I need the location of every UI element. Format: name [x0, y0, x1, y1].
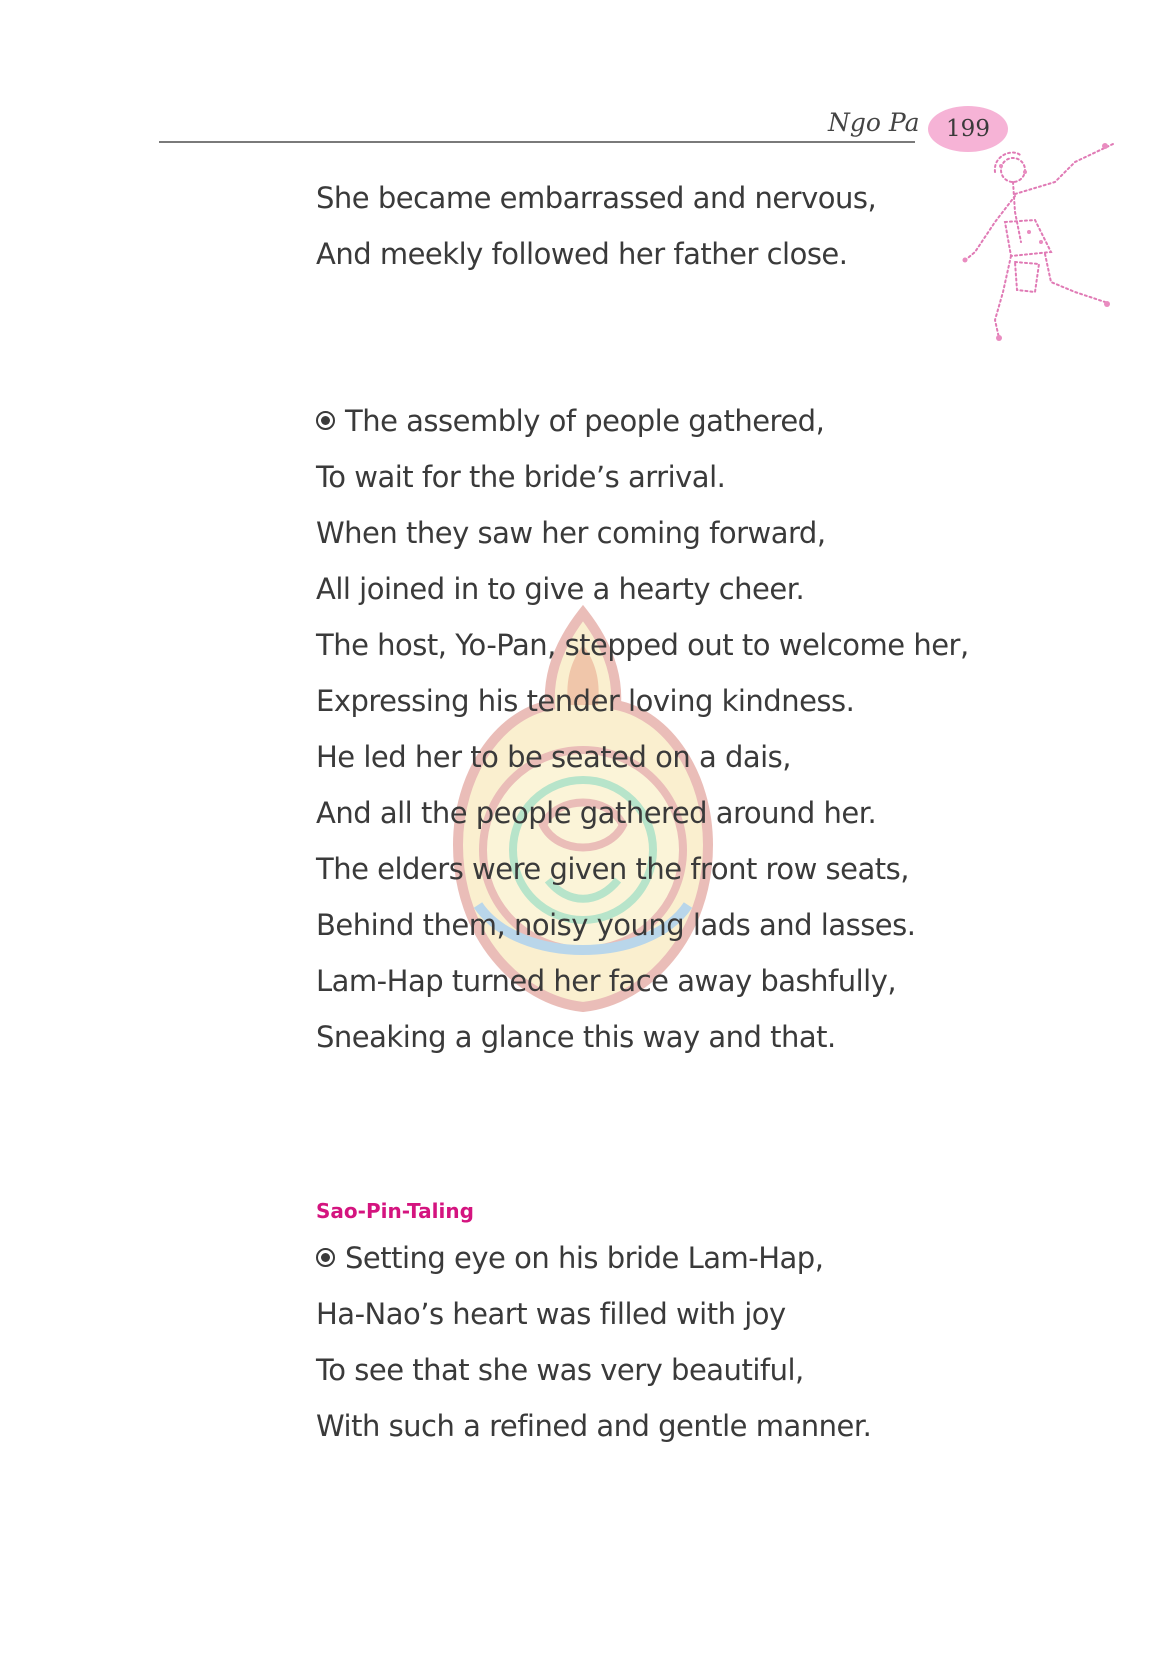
running-title: Ngo Pa — [828, 108, 920, 137]
verse-line: The elders were given the front row seats, — [316, 852, 909, 886]
verse-line: Lam-Hap turned her face away bashfully, — [316, 964, 897, 998]
section-heading: Sao-Pin-Taling — [316, 1199, 474, 1223]
header-rule — [159, 141, 915, 143]
verse-line: Expressing his tender loving kindness. — [316, 684, 855, 718]
verse-line: She became embarrassed and nervous, — [316, 181, 877, 215]
verse-line: With such a refined and gentle manner. — [316, 1409, 872, 1443]
verse-line: He led her to be seated on a dais, — [316, 740, 792, 774]
verse-line: And all the people gathered around her. — [316, 796, 877, 830]
verse-line: Ha-Nao’s heart was filled with joy — [316, 1297, 786, 1331]
verse-line: Sneaking a glance this way and that. — [316, 1020, 836, 1054]
verse-line — [316, 404, 825, 438]
bullet-circle-icon — [316, 411, 335, 430]
verse-line: To wait for the bride’s arrival. — [316, 460, 726, 494]
page-number: 199 — [946, 116, 990, 142]
verse-line: All joined in to give a hearty cheer. — [316, 572, 805, 606]
verse-line-text: Setting eye on his bride Lam-Hap, — [345, 1241, 824, 1275]
verse-line — [316, 1241, 824, 1275]
verse-line: The host, Yo-Pan, stepped out to welcome her, — [316, 628, 969, 662]
verse-line: And meekly followed her father close. — [316, 237, 848, 271]
verse-line: Behind them, noisy young lads and lasses. — [316, 908, 916, 942]
verse-line: When they saw her coming forward, — [316, 516, 826, 550]
verse-line: To see that she was very beautiful, — [316, 1353, 804, 1387]
verse-line-text: The assembly of people gathered, — [345, 404, 825, 438]
dancer-illustration-icon — [955, 142, 1120, 347]
bullet-circle-icon — [316, 1248, 335, 1267]
